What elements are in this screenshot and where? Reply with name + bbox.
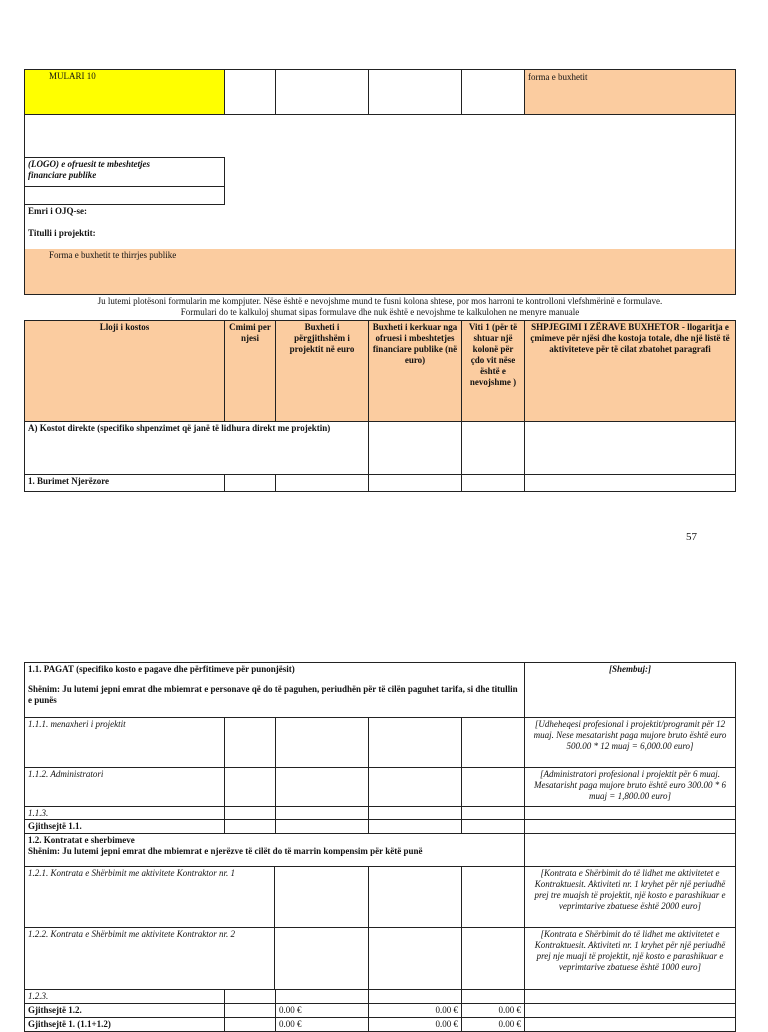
row-a-text: A) Kostot direkte (specifiko shpenzimet që janë të lidhura direkt me projektin) — [28, 423, 331, 433]
logo-box — [24, 157, 225, 187]
row-121-text: 1.2.1. Kontrata e Shërbimit me aktivitete Kontraktor nr. 1 — [28, 868, 235, 878]
shembuj-cell — [524, 662, 736, 718]
total-12-value-text: 0.00 € — [435, 1005, 458, 1015]
row-122-text: 1.2.2. Kontrata e Shërbimit me aktivitete Kontraktor nr. 2 — [28, 929, 235, 939]
row-121-example-text: [Kontrata e Shërbimit do të lidhet me aktivitetet e Kontraktuesit. Aktiviteti nr. 1 kryhet për një periudhë prej tre muajsh të projektit, një kosto e parashikuar e veprimtarive zbatuese është 2000 euro] — [534, 868, 726, 911]
total-1-value — [275, 1017, 369, 1032]
kontratat-title: 1.2. Kontratat e sherbimeve — [28, 835, 135, 845]
total-12-value-text: 0.00 € — [498, 1005, 521, 1015]
total-1-cell — [224, 1017, 276, 1032]
row-123-label — [24, 989, 225, 1004]
row-112-example — [524, 767, 736, 807]
row-113-text: 1.1.3. — [28, 808, 49, 818]
row-121-cell — [461, 866, 525, 928]
total-11-text: Gjithsejtë 1.1. — [28, 821, 82, 831]
header-viti — [461, 320, 525, 422]
total-1-label — [24, 1017, 225, 1032]
pagat-subtitle: (specifiko kosto e pagave dhe përfitimeve për punonjësit) — [76, 664, 295, 674]
total-1-value-text: 0.00 € — [279, 1019, 302, 1029]
kontratat-cell — [524, 833, 736, 867]
total-12-value — [368, 1003, 462, 1018]
row-121-label — [24, 866, 275, 928]
kontratat-note: Shënim: Ju lutemi jepni emrat dhe mbiemrat e njerëzve të cilët do të marrin kompensim për këtë punë — [28, 846, 423, 856]
row-111-example-text: [Udheheqesi profesional i projektit/programit për 12 muaj. Nese mesatarisht paga mujore bruto është euro 500.00 * 12 muaj = 6,000.00 euro] — [533, 719, 727, 751]
row-113-label — [24, 806, 225, 820]
row-a-cell — [368, 421, 462, 475]
total-1-value — [461, 1017, 525, 1032]
total-11-cell — [224, 819, 276, 834]
page-number: 57 — [686, 531, 697, 543]
total-12-value — [275, 1003, 369, 1018]
row-123-cell — [275, 989, 369, 1004]
row-112-label — [24, 767, 225, 807]
total-1-value-text: 0.00 € — [435, 1019, 458, 1029]
row-122-label — [24, 927, 275, 990]
empty-cell — [368, 69, 462, 115]
row-1-text: 1. Burimet Njerëzore — [28, 476, 110, 486]
total-12-cell — [524, 1003, 736, 1018]
header-cmimi — [224, 320, 276, 422]
row-123-cell — [368, 989, 462, 1004]
row-111-cell — [275, 717, 369, 768]
kontratat-header — [24, 833, 525, 867]
row-112-cell — [275, 767, 369, 807]
row-1-label — [24, 474, 225, 492]
instructions — [24, 296, 736, 318]
header-buxheti — [275, 320, 369, 422]
row-a-cell — [461, 421, 525, 475]
row-112-cell — [368, 767, 462, 807]
header-kerkuar-text: Buxheti i kerkuar nga ofruesi i mbeshtetjes financiare publike (në euro) — [372, 322, 458, 365]
row-111-cell — [368, 717, 462, 768]
total-12-text: Gjithsejtë 1.2. — [28, 1005, 82, 1015]
row-122-cell — [368, 927, 462, 990]
header-lloji-text: Lloji i kostos — [99, 322, 150, 332]
empty-cell — [461, 69, 525, 115]
row-121-example — [524, 866, 736, 928]
total-12-value-text: 0.00 € — [279, 1005, 302, 1015]
row-123-cell — [461, 989, 525, 1004]
row-111-text: 1.1.1. menaxheri i projektit — [28, 719, 126, 729]
total-11-cell — [275, 819, 369, 834]
row-121-cell — [274, 866, 369, 928]
row-111-example — [524, 717, 736, 768]
total-1-text: Gjithsejtë 1. (1.1+1.2) — [28, 1019, 111, 1029]
row-123-cell — [524, 989, 736, 1004]
header-lloji — [24, 320, 225, 422]
row-a-label — [24, 421, 369, 475]
row-113-cell — [275, 806, 369, 820]
row-122-example-text: [Kontrata e Shërbimit do të lidhet me aktivitetet e Kontraktuesit. Aktiviteti nr. 1 kryhet për një periudhë prej nje muaji të projektit, një kosto e parashikuar e veprimtarive zbatuese është 1000 euro] — [534, 929, 726, 972]
header-kerkuar — [368, 320, 462, 422]
total-11-label — [24, 819, 225, 834]
pagat-note: Shënim: Ju lutemi jepni emrat dhe mbiemrat e personave që do të paguhen, periudhën për të cilën paguhet tarifa, si dhe titullin e punës — [28, 684, 518, 705]
total-1-value-text: 0.00 € — [498, 1019, 521, 1029]
row-112-cell — [224, 767, 276, 807]
row-1-cell — [224, 474, 276, 492]
formulari-cell — [24, 69, 225, 115]
total-1-value — [368, 1017, 462, 1032]
row-121-cell — [368, 866, 462, 928]
total-11-cell — [524, 819, 736, 834]
titulli-label: Titulli i projektit: — [28, 228, 96, 238]
forma-buxhetit-band — [25, 249, 735, 294]
row-1-cell — [368, 474, 462, 492]
pagat-header — [24, 662, 525, 718]
row-123-text: 1.2.3. — [28, 991, 49, 1001]
row-1-cell — [461, 474, 525, 492]
total-1-cell — [524, 1017, 736, 1032]
emri-ojq-label: Emri i OJQ-se: — [28, 206, 87, 216]
header-buxheti-text: Buxheti i përgjithshëm i projektit në euro — [289, 322, 355, 354]
row-122-example — [524, 927, 736, 990]
logo-box-lower — [24, 186, 225, 205]
row-1-cell — [275, 474, 369, 492]
total-11-cell — [461, 819, 525, 834]
row-122-cell — [461, 927, 525, 990]
row-113-cell — [224, 806, 276, 820]
empty-cell — [275, 69, 369, 115]
instruction-line1: Ju lutemi plotësoni formularin me kompjuter. Nëse është e nevojshme mund te fusni kolona shtese, por mos harroni te kontrolloni vlefshmërinë e formulave. — [97, 296, 663, 306]
row-a-cell — [524, 421, 736, 475]
empty-cell — [224, 69, 276, 115]
row-112-text: 1.1.2. Administratori — [28, 769, 104, 779]
row-1-cell — [524, 474, 736, 492]
header-viti-text: Viti 1 (për të shtuar një kolonë për çdo vit nëse është e nevojshme ) — [468, 322, 518, 387]
forma-label: forma e buxhetit — [528, 72, 588, 82]
row-112-cell — [461, 767, 525, 807]
row-112-example-text: [Administratori profesional i projektit për 6 muaj. Mesatarisht paga mujore bruto është euro 300.00 * 6 muaj = 1,800.00 euro] — [533, 769, 727, 801]
row-123-cell — [224, 989, 276, 1004]
row-113-cell — [524, 806, 736, 820]
logo-line1: (LOGO) e ofruesit te mbeshtetjes — [28, 159, 150, 169]
row-113-cell — [368, 806, 462, 820]
logo-line2: financiare publike — [28, 170, 97, 180]
formulari-label: MULARI 10 — [49, 71, 96, 81]
row-122-cell — [274, 927, 369, 990]
forma-buxhetit-label: Forma e buxhetit te thirrjes publike — [49, 250, 177, 260]
total-12-value — [461, 1003, 525, 1018]
total-12-cell — [224, 1003, 276, 1018]
total-11-cell — [368, 819, 462, 834]
row-111-label — [24, 717, 225, 768]
header-shpjegimi-text: SHPJEGIMI I ZËRAVE BUXHETOR - llogaritja e çmimeve për njësi dhe kostoja totale, dhe një listë të aktiviteteve për të cilat zbatohet paragrafi — [530, 322, 730, 354]
row-113-cell — [461, 806, 525, 820]
total-12-label — [24, 1003, 225, 1018]
header-shpjegimi — [524, 320, 736, 422]
forma-cell — [524, 69, 736, 115]
pagat-title: 1.1. PAGAT — [28, 664, 74, 674]
row-111-cell — [224, 717, 276, 768]
row-111-cell — [461, 717, 525, 768]
shembuj-text: [Shembuj:] — [608, 664, 651, 674]
header-cmimi-text: Cmimi per njesi — [229, 322, 271, 343]
instruction-line2: Formulari do te kalkuloj shumat sipas formulave dhe nuk është e nevojshme te kalkulohen ne menyre manuale — [180, 307, 580, 317]
